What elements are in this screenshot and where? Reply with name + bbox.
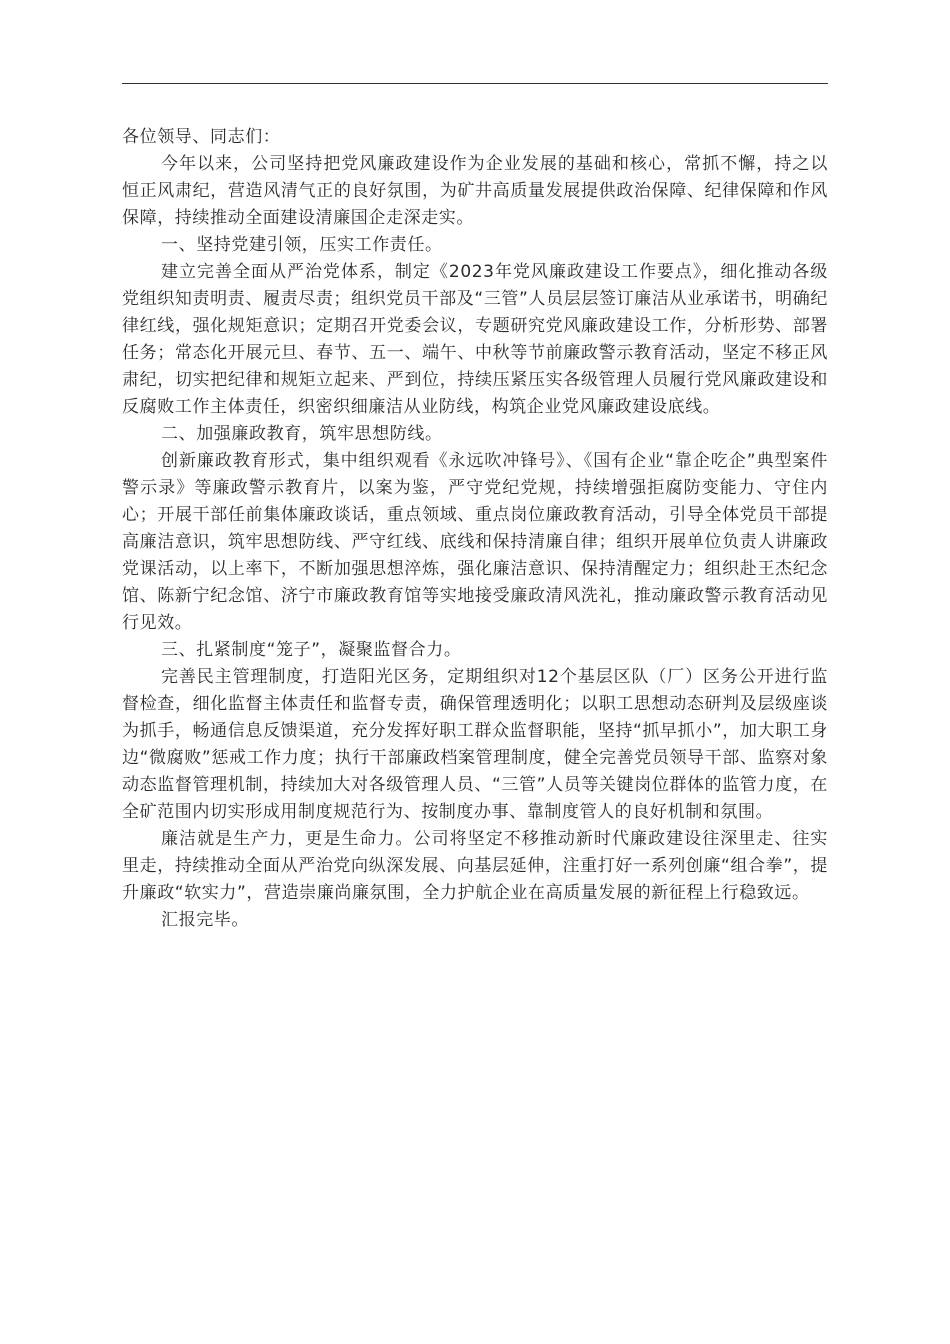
intro-paragraph: 今年以来，公司坚持把党风廉政建设作为企业发展的基础和核心，常抓不懈，持之以恒正风肃纪，营造风清气正的良好氛围，为矿井高质量发展提供政治保障、纪律保障和作风保障，持续推动全面建设清廉国企走深走实。 xyxy=(122,154,828,228)
salutation: 各位领导、同志们： xyxy=(122,127,281,147)
section-heading-3: 三、扎紧制度“笼子”，凝聚监督合力。 xyxy=(161,640,462,660)
document-body xyxy=(122,124,828,934)
closing-paragraph: 廉洁就是生产力，更是生命力。公司将坚定不移推动新时代廉政建设往深里走、往实里走，持续推动全面从严治党向纵深发展、向基层延伸，注重打好一系列创廉“组合拳”，提升廉政“软实力”，营造崇廉尚廉氛围，全力护航企业在高质量发展的新征程上行稳致远。 xyxy=(122,829,828,903)
header-rule xyxy=(122,83,828,84)
section-paragraph-1: 建立完善全面从严治党体系，制定《2023年党风廉政建设工作要点》，细化推动各级党组织知责明责、履责尽责；组织党员干部及“三管”人员层层签订廉洁从业承诺书，明确纪律红线，强化规矩意识；定期召开党委会议，专题研究党风廉政建设工作，分析形势、部署任务；常态化开展元旦、春节、五一、端午、中秋等节前廉政警示教育活动，坚定不移正风肃纪，切实把纪律和规矩立起来、严到位，持续压紧压实各级管理人员履行党风廉政建设和反腐败工作主体责任，织密织细廉洁从业防线，构筑企业党风廉政建设底线。 xyxy=(122,262,828,417)
report-end: 汇报完毕。 xyxy=(161,910,249,930)
section-paragraph-3: 完善民主管理制度，打造阳光区务，定期组织对12个基层区队（厂）区务公开进行监督检查，细化监督主体责任和监督专责，确保管理透明化；以职工思想动态研判及层级座谈为抓手，畅通信息反馈渠道，充分发挥好职工群众监督职能，坚持“抓早抓小”，加大职工身边“微腐败”惩戒工作力度；执行干部廉政档案管理制度，健全完善党员领导干部、监察对象动态监督管理机制，持续加大对各级管理人员、“三管”人员等关键岗位群体的监管力度，在全矿范围内切实形成用制度规范行为、按制度办事、靠制度管人的良好机制和氛围。 xyxy=(122,667,828,822)
section-paragraph-2: 创新廉政教育形式，集中组织观看《永远吹冲锋号》、《国有企业“靠企吃企”典型案件警示录》等廉政警示教育片，以案为鉴，严守党纪党规，持续增强拒腐防变能力、守住内心；开展干部任前集体廉政谈话，重点领域、重点岗位廉政教育活动，引导全体党员干部提高廉洁意识，筑牢思想防线、严守红线、底线和保持清廉自律；组织开展单位负责人讲廉政党课活动，以上率下，不断加强思想淬炼，强化廉洁意识、保持清醒定力；组织赴王杰纪念馆、陈新宁纪念馆、济宁市廉政教育馆等实地接受廉政清风洗礼，推动廉政警示教育活动见行见效。 xyxy=(122,451,828,633)
section-heading-2: 二、加强廉政教育，筑牢思想防线。 xyxy=(161,424,443,444)
section-heading-1: 一、坚持党建引领，压实工作责任。 xyxy=(161,235,443,255)
